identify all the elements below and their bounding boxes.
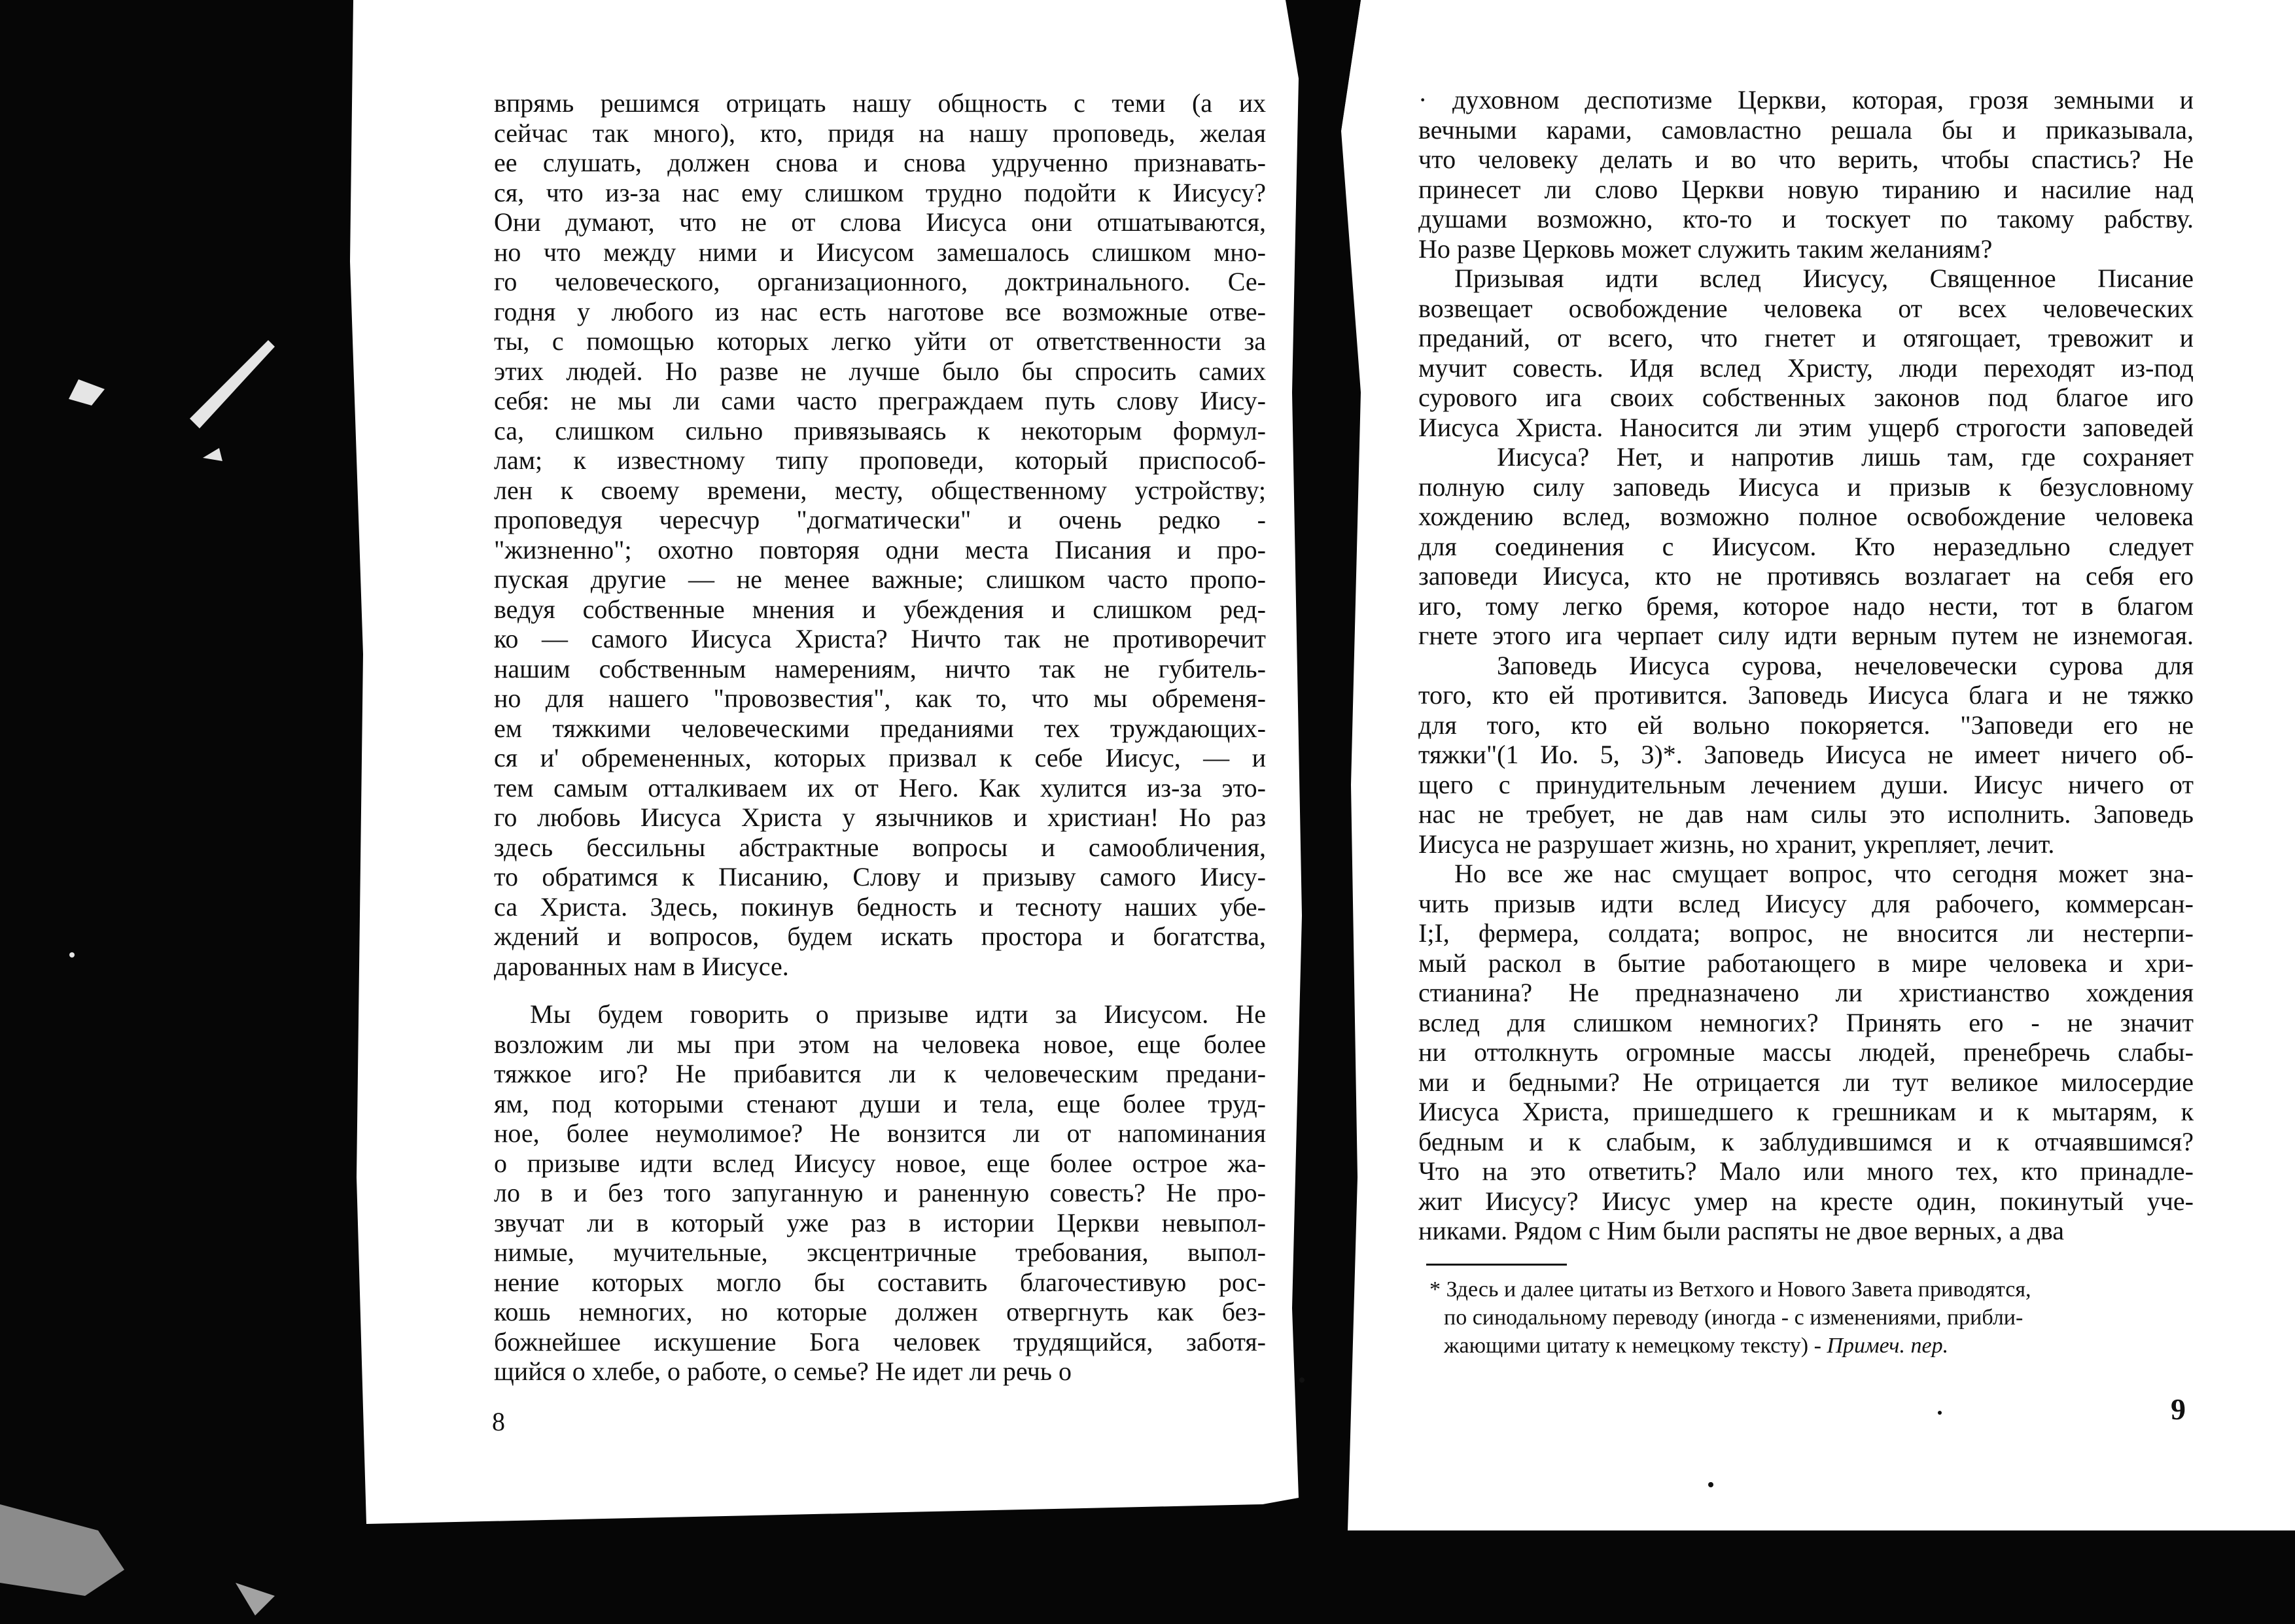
text-line: годня у любого из нас есть наготове все возможные отве- <box>494 296 1266 326</box>
text-line: ни оттолкнуть огромные массы людей, пренебречь слабы- <box>1418 1037 2194 1067</box>
text-line: ты, с помощью которых легко уйти от ответственности за <box>494 326 1266 356</box>
text-line: себя: не мы ли сами часто преграждаем путь слову Иису- <box>494 386 1266 415</box>
text-line: "жизненно"; охотно повторяя одни места Писания и про- <box>494 534 1266 564</box>
text-line: Но разве Церковь может служить таким желаниям? <box>1418 233 1993 264</box>
footnote-line: * Здесь и далее цитаты из Ветхого и Нового Завета приводятся, <box>1429 1277 2031 1302</box>
scan-specks <box>0 340 275 1615</box>
text-line: ми и бедными? Не отрицается ли тут великое милосердие <box>1418 1067 2194 1097</box>
text-line: никами. Рядом с Ним были распяты не двое верных, а два <box>1418 1216 2065 1245</box>
text-line: возложим ли мы при этом на человека новое, еще более <box>494 1029 1266 1059</box>
text-line: ло в и без того запуганную и раненную совесть? Не про- <box>494 1178 1266 1207</box>
text-line: го человеческого, организационного, доктринального. Се- <box>494 267 1266 296</box>
text-line: Иисуса не разрушает жизнь, но хранит, укрепляет, лечит. <box>1418 829 2055 859</box>
text-line: сурового ига своих собственных законов под благое иго <box>1418 383 2194 412</box>
text-line: жит Иисусу? Иисус умер на кресте один, покинутый уче- <box>1418 1186 2194 1216</box>
footnote-line: по синодальному переводу (иногда - с изменениями, прибли- <box>1444 1305 2023 1330</box>
text-line: сейчас так много), кто, придя на нашу проповедь, желая <box>494 118 1266 148</box>
text-line: стианина? Не предназначено ли христианство хождения <box>1418 978 2194 1007</box>
text-line: тяжкое иго? Не прибавится ли к человеческим предани- <box>494 1059 1266 1088</box>
text-line: того, кто ей противится. Заповедь Иисуса блага и не тяжко <box>1418 680 2194 710</box>
text-line: хождению вслед, возможно полное освобождение человека <box>1418 502 2194 531</box>
text-line: то обратимся к Писанию, Слову и призыву самого Иису- <box>494 862 1266 891</box>
text-line: нашим собственным намерениям, ничто так не губитель- <box>494 653 1266 683</box>
text-line: кошь немногих, но которые должен отвергнуть как без- <box>494 1297 1266 1326</box>
footnote-note-mark: Примеч. пер. <box>1827 1334 1949 1358</box>
text-line: бедным и к слабым, к заблудившимся и к отчаявшимся? <box>1418 1126 2194 1156</box>
text-line: преданий, от всего, что гнетет и отягощает, тревожит и <box>1418 323 2194 353</box>
text-line: ее слушать, должен снова и снова удрученно признавать- <box>494 148 1266 177</box>
text-line: са Христа. Здесь, покинув бедность и тесноту наших убе- <box>494 891 1266 922</box>
text-line: здесь бессильны абстрактные вопросы и самообличения, <box>494 832 1266 862</box>
text-line: Иисуса? Нет, и напротив лишь там, где сохраняет <box>1497 442 2194 472</box>
text-line: божнейшее искушение Бога человек трудящийся, заботя- <box>494 1326 1266 1356</box>
text-line: Иисуса Христа. Наносится ли этим ущерб строгости заповедей <box>1418 412 2194 442</box>
footnote-line-text: жающими цитату к немецкому тексту) - <box>1444 1334 1827 1358</box>
text-line: пуская другие — не менее важные; слишком часто пропо- <box>494 564 1266 594</box>
right-paragraph-1 <box>1418 85 2194 264</box>
text-line: ведуя собственные мнения и убеждения и слишком ред- <box>494 594 1266 624</box>
text-line: впрямь решимся отрицать нашу общность с теми (а их <box>494 88 1266 118</box>
text-line: вслед для слишком немногих? Принять его - не значит <box>1418 1007 2194 1037</box>
text-line: полную силу заповедь Иисуса и призыв к безусловному <box>1418 472 2194 502</box>
text-line: щийся о хлебе, о работе, о семье? Не идет ли речь о <box>494 1356 1072 1386</box>
text-line: лен к своему времени, месту, общественному устройству; <box>494 475 1266 505</box>
text-line: вечными карами, самовластно решала бы и приказывала, <box>1418 114 2194 145</box>
text-line: дарованных нам в Иисусе. <box>494 951 789 981</box>
text-line: I;I, фермера, солдата; вопрос, не вносится ли нестерпи- <box>1418 918 2194 948</box>
text-line: заповеди Иисуса, кто не противясь возлагает на себя его <box>1418 561 2194 591</box>
text-line: но что между ними и Иисусом замешалось слишком мно- <box>494 237 1266 267</box>
text-line: звучат ли в который уже раз в истории Церкви невыпол- <box>494 1207 1266 1237</box>
text-line: душами возможно, кто-то и тоскует по такому рабству. <box>1418 204 2194 233</box>
text-line: этих людей. Но разве не лучше было бы спросить самих <box>494 356 1266 386</box>
text-line: са, слишком сильно привязываясь к некоторым формул- <box>494 415 1266 445</box>
text-line: ся, что из-за нас ему слишком трудно подойти к Иисусу? <box>494 177 1266 207</box>
text-line: Они думают, что не от слова Иисуса они отшатываются, <box>494 207 1266 237</box>
text-line: мый раскол в бытие работающего в мире человека и хри- <box>1418 948 2194 978</box>
text-line: Но все же нас смущает вопрос, что сегодня может зна- <box>1454 859 2194 888</box>
text-line: для соединения с Иисусом. Кто неразедльно следует <box>1418 531 2194 561</box>
footnote <box>1429 1275 2208 1360</box>
text-line: лам; к известному типу проповеди, который приспособ- <box>494 445 1266 475</box>
text-line: о призыве идти вслед Иисусу новое, еще более острое жа- <box>494 1148 1266 1178</box>
text-line: Заповедь Иисуса сурова, нечеловечески сурова для <box>1497 650 2194 680</box>
footnote-rule <box>1426 1264 1567 1266</box>
right-paragraph-2 <box>1418 264 2194 859</box>
footnote-line <box>1429 1332 2208 1360</box>
text-line: тяжки"(1 Ио. 5, 3)*. Заповедь Иисуса не имеет ничего об- <box>1418 740 2194 769</box>
text-line: ся и' обремененных, которых призвал к себе Иисус, — и <box>494 743 1266 772</box>
page-number-right: 9 <box>2171 1392 2186 1426</box>
text-line: ждений и вопросов, будем искать простора и богатства, <box>494 922 1266 951</box>
text-line: для того, кто ей вольно покоряется. "Заповеди его не <box>1418 710 2194 740</box>
left-paragraph-2 <box>494 999 1266 1387</box>
left-paragraph-1 <box>494 88 1266 981</box>
text-line: гнете этого ига черпает силу идти верным путем не изнемогая. <box>1418 621 2194 650</box>
text-line: нимые, мучительные, эксцентричные требования, выпол- <box>494 1237 1266 1267</box>
right-paragraph-3 <box>1418 859 2194 1246</box>
text-line: Что на это ответить? Мало или много тех, кто принадле- <box>1418 1156 2194 1186</box>
text-line: иго, тому легко бремя, которое надо нести, тот в благом <box>1418 591 2194 621</box>
text-line: Мы будем говорить о призыве идти за Иисусом. Не <box>530 999 1266 1029</box>
text-line: чить призыв идти вслед Иисусу для рабочего, коммерсан- <box>1418 888 2194 918</box>
text-line: щего с принудительным лечением души. Иисус ничего от <box>1418 769 2194 799</box>
text-line: · духовном деспотизме Церкви, которая, грозя земными и <box>1418 85 2194 114</box>
text-line: ное, более неумолимое? Не вонзится ли от напоминания <box>494 1118 1266 1148</box>
text-line: что человеку делать и во что верить, чтобы спастись? Не <box>1418 145 2194 174</box>
text-line: нение которых могло бы составить благочестивую рос- <box>494 1267 1266 1297</box>
text-line: возвещает освобождение человека от всех человеческих <box>1418 293 2194 323</box>
right-page-body <box>1418 85 2194 1246</box>
text-line: нас не требует, не дав нам силы это исполнить. Заповедь <box>1418 799 2194 829</box>
text-line: тем самым отталкиваем их от Него. Как хулится из-за это- <box>494 772 1266 803</box>
left-page-body <box>494 88 1266 1387</box>
text-line: Иисуса Христа, пришедшего к грешникам и к мытарям, к <box>1418 1097 2194 1126</box>
text-line: ко — самого Иисуса Христа? Ничто так не противоречит <box>494 624 1266 653</box>
text-line: ем тяжкими человеческими преданиями тех труждающих- <box>494 713 1266 743</box>
text-line: но для нашего "провозвестия", как то, что мы обременя- <box>494 683 1266 713</box>
page-number-left: 8 <box>492 1407 505 1436</box>
text-line: ям, под которыми стенают души и тела, еще более труд- <box>494 1088 1266 1118</box>
text-line: Призывая идти вслед Иисусу, Священное Писание <box>1454 264 2194 293</box>
text-line: го любовь Иисуса Христа у язычников и христиан! Но раз <box>494 803 1266 832</box>
text-line: принесет ли слово Церкви новую тиранию и насилие над <box>1418 174 2194 204</box>
text-line: проповедуя чересчур "догматически" и очень редко - <box>494 505 1266 534</box>
text-line: мучит совесть. Идя вслед Христу, люди переходят из-под <box>1418 353 2194 383</box>
